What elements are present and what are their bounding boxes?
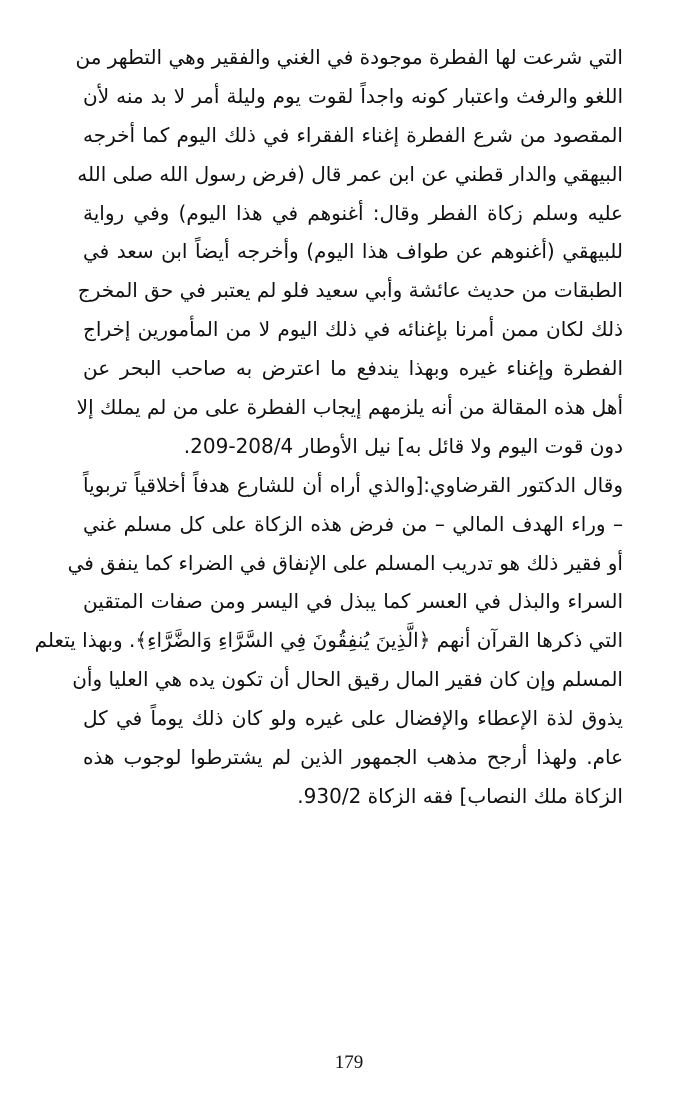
line-text-after-verse: . وبهذا يتعلم [34,628,136,653]
text-line: عام. ولهذا أرجح مذهب الجمهور الذين لم يشترطوا لوجوب هذه [83,745,623,770]
text-line: الفطرة وإغناء غيره وبهذا يندفع ما اعترض به صاحب البحر عن [83,356,623,381]
text-line: الطبقات من حديث عائشة وأبي سعيد فلو لم يعتبر في حق المخرج [77,278,623,303]
text-line: – وراء الهدف المالي – من فرض هذه الزكاة على كل مسلم غني [83,511,623,536]
text-line: التي شرعت لها الفطرة موجودة في الغني والفقير وهي التطهر من [75,45,623,69]
text-line: السراء والبذل في العسر كما يبذل في اليسر ومن صفات المتقين [83,589,623,614]
text-line: أو فقير ذلك هو تدريب المسلم على الإنفاق في الضراء كما ينفق في [67,550,623,575]
text-line-paragraph-end: الزكاة ملك النصاب] فقه الزكاة 930/2. [297,783,623,808]
text-line: اللغو والرفث واعتبار كونه واجداً لقوت يوم وليلة أمر لا بد منه لأن [83,83,623,108]
text-line: يذوق لذة الإعطاء والإفضال على غيره ولو كان ذلك يوماً في كل [83,706,623,731]
text-line: البيهقي والدار قطني عن ابن عمر قال (فرض رسول الله صلى الله [77,161,623,186]
text-line: أهل هذه المقالة من أنه يلزمهم إيجاب الفطرة على من لم يملك إلا [76,395,623,420]
text-line: ذلك لكان ممن أمرنا بإغنائه في ذلك اليوم لا من المأمورين إخراج [83,317,623,342]
text-line: المقصود من شرع الفطرة إغناء الفقراء في ذلك اليوم كما أخرجه [83,122,623,147]
text-line: وقال الدكتور القرضاوي:[والذي أراه أن للشارع هدفاً أخلاقياً تربوياً [83,472,623,497]
line-text-before-verse: التي ذكرها القرآن أنهم [430,628,623,653]
page-number: 179 [334,1052,364,1073]
text-line-with-quran-verse [34,621,623,660]
text-line: للبيهقي (أغنوهم عن طواف هذا اليوم) وأخرجه أيضاً ابن سعد في [83,239,623,264]
quran-verse: ﴿الَّذِينَ يُنفِقُونَ فِي السَّرَّاءِ وَالضَّرَّاءِ﴾ [135,628,431,653]
body-text [34,38,623,816]
text-line-paragraph-end: دون قوت اليوم ولا قائل به] نيل الأوطار 208/4-209. [183,433,623,458]
text-line: المسلم وإن كان فقير المال رقيق الحال أن تكون يده هي العليا وأن [72,667,623,692]
text-line: عليه وسلم زكاة الفطر وقال: أغنوهم في هذا اليوم) وفي رواية [83,200,623,225]
